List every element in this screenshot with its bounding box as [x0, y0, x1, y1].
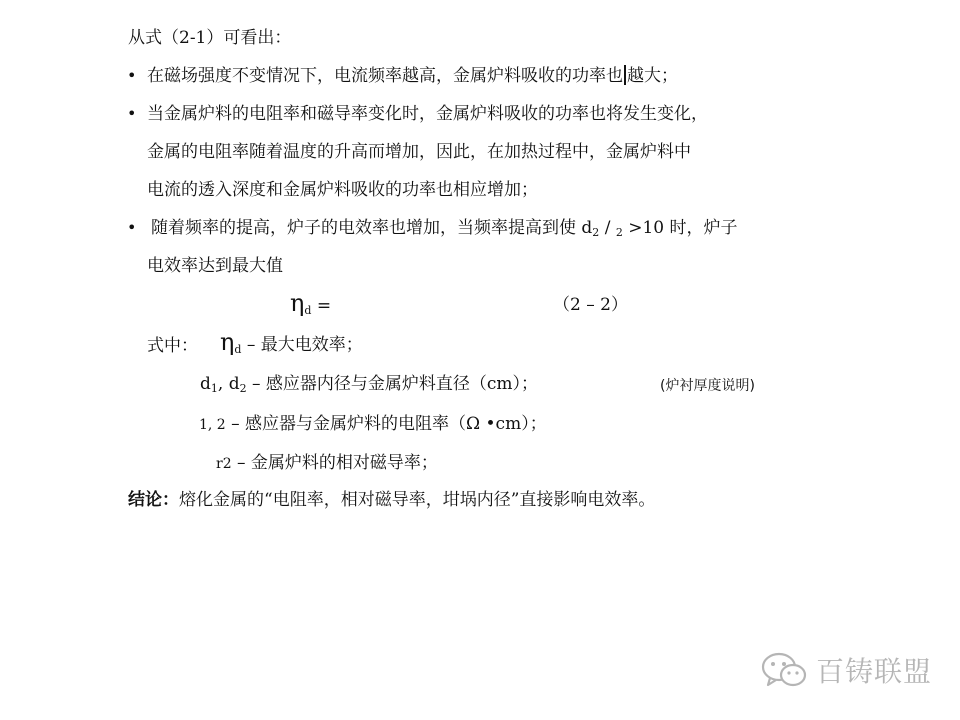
formula-number: （2 – 2）	[553, 295, 628, 315]
formula-lhs	[290, 289, 332, 322]
eta-definition-text: – 最大电效率；	[241, 335, 363, 355]
watermark-text: 百铸联盟	[815, 655, 932, 688]
eta-subscript: d	[304, 304, 312, 317]
bullet3-slash: /	[599, 218, 616, 238]
d-subscript: 1	[210, 382, 218, 395]
definition-diameters	[200, 373, 538, 400]
where-label: 式中：	[147, 336, 198, 356]
d-subscript: 2	[239, 382, 247, 395]
bullet-marker: •	[127, 66, 137, 85]
d-symbol: d	[200, 374, 211, 394]
permeability-symbol: r2	[216, 456, 232, 472]
intro-text: 从式（2-1）可看出：	[128, 28, 292, 48]
text-cursor	[624, 65, 626, 85]
eta-subscript: d	[234, 343, 242, 356]
bullet2-line1: 当金属炉料的电阻率和磁导率变化时，金属炉料吸收的功率也将发生变化，	[147, 104, 708, 124]
bullet3-subscript: 2	[615, 226, 623, 239]
definition-permeability	[216, 452, 438, 475]
watermark	[760, 650, 932, 690]
d-symbol: , d	[217, 374, 240, 394]
lining-thickness-note: (炉衬厚度说明)	[660, 378, 755, 394]
bullet3-line2: 电效率达到最大值	[147, 256, 283, 276]
bullet1-text-part1: 在磁场强度不变情况下，电流频率越高，金属炉料吸收的功率也	[147, 66, 623, 86]
conclusion	[128, 489, 655, 511]
bullet3-line1-end: >10 时，炉子	[622, 218, 738, 238]
bullet1-text-part2: 越大；	[627, 66, 678, 86]
permeability-description: – 金属炉料的相对磁导率；	[231, 453, 438, 473]
bullet2-line3: 电流的透入深度和金属炉料吸收的功率也相应增加；	[147, 180, 538, 200]
bullet3-subscript: 2	[592, 226, 600, 239]
bullet-marker: •	[127, 104, 137, 123]
bullet-marker: •	[127, 218, 137, 237]
diameters-description: – 感应器内径与金属炉料直径（cm）；	[246, 374, 539, 394]
where-eta-definition	[220, 328, 363, 361]
eta-symbol: η	[290, 289, 305, 317]
formula-equals: =	[311, 296, 332, 316]
resistivity-description: – 感应器与金属炉料的电阻率（Ω •cm）；	[225, 414, 547, 434]
bullet3-line1	[151, 217, 738, 244]
bullet2-line2: 金属的电阻率随着温度的升高而增加，因此，在加热过程中，金属炉料中	[147, 142, 691, 162]
resistivity-symbol: 1, 2	[199, 417, 226, 433]
eta-symbol: η	[220, 328, 235, 356]
wechat-icon	[760, 651, 808, 689]
definition-resistivity	[199, 413, 547, 436]
conclusion-label: 结论：	[128, 490, 179, 510]
conclusion-text: 熔化金属的“电阻率，相对磁导率，坩埚内径”直接影响电效率。	[179, 490, 656, 510]
bullet3-line1-text: 随着频率的提高，炉子的电效率也增加，当频率提高到使 d	[151, 218, 593, 238]
bullet1-text	[147, 65, 678, 87]
